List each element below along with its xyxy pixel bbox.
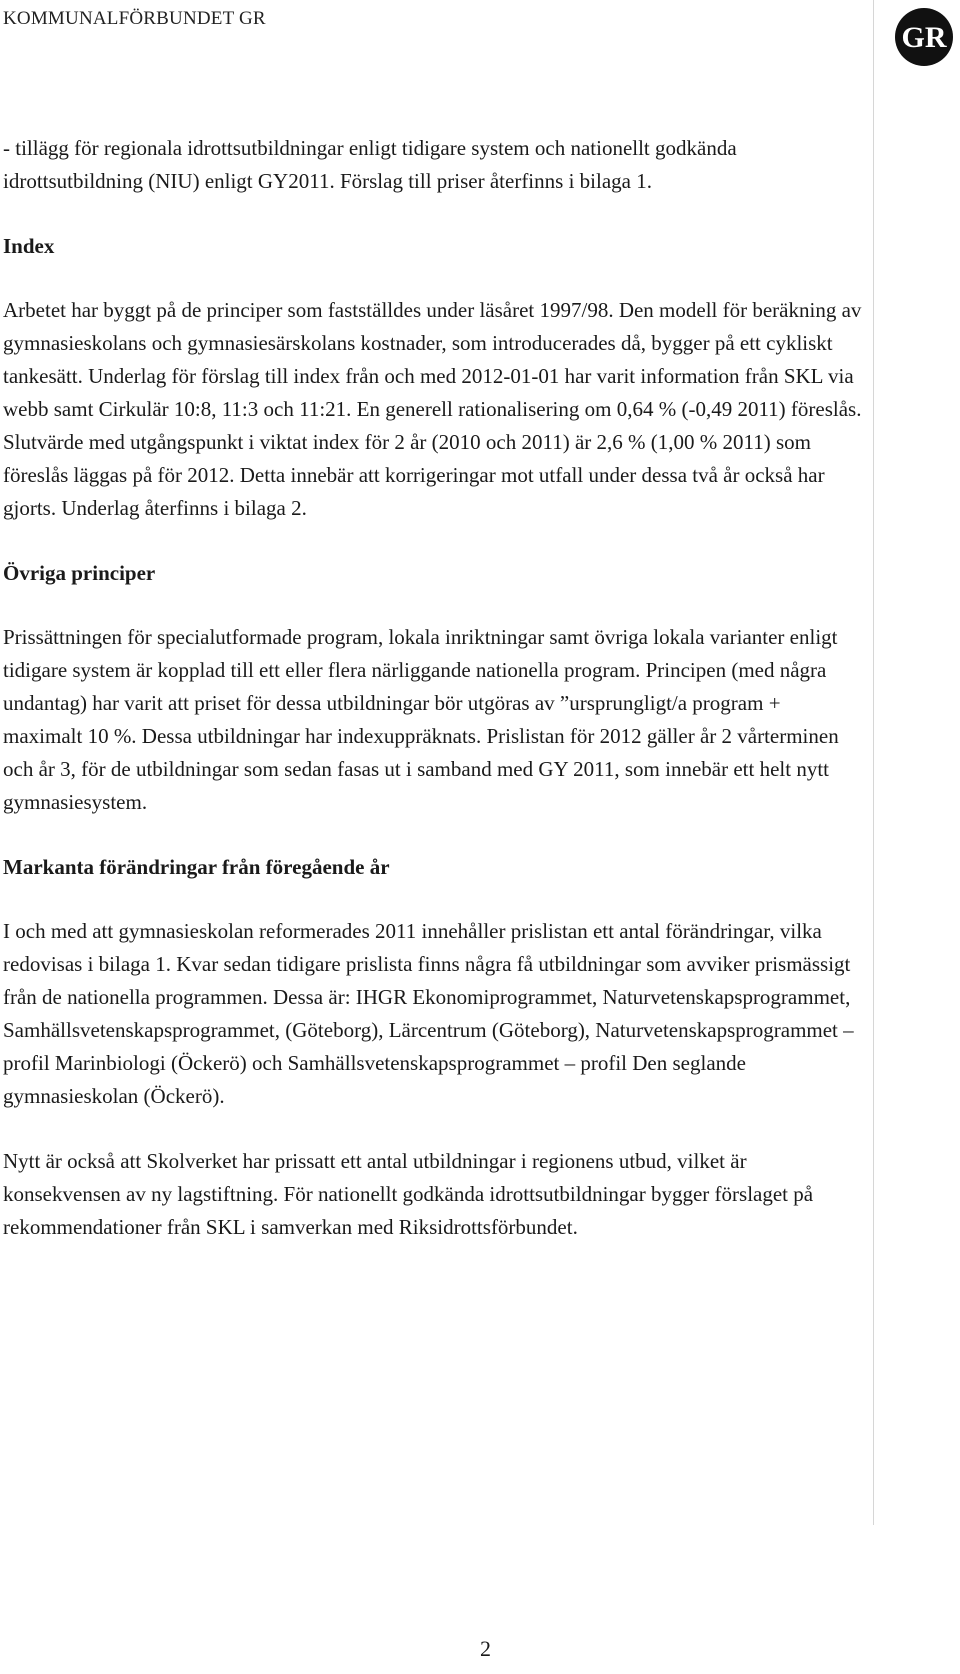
document-body: [3, 132, 863, 1244]
paragraph-index: Arbetet har byggt på de principer som fastställdes under läsåret 1997/98. Den modell för beräkning av gymnasieskolans och gymnasiesärskolans kostnader, som introducerades då, bygger på ett cykliskt tankesätt. Underlag för förslag till index från och med 2012-01-01 har varit information från SKL via webb samt Cirkulär 10:8, 11:3 och 11:21. En generell rationalisering om 0,64 % (-0,49 2011) föreslås. Slutvärde med utgångspunkt i viktat index för 2 år (2010 och 2011) är 2,6 % (1,00 % 2011) som föreslås läggas på för 2012. Detta innebär att korrigeringar mot utfall under dessa två år också har gjorts. Underlag återfinns i bilaga 2.: [3, 298, 862, 520]
paragraph-ovriga-principer: Prissättningen för specialutformade program, lokala inriktningar samt övriga lokala varianter enligt tidigare system är kopplad till ett eller flera närliggande nationella program. Principen (med några undantag) har varit att priset för dessa utbildningar bör utgöras av ”ursprungligt/a program + maximalt 10 %. Dessa utbildningar har indexuppräknats. Prislistan för 2012 gäller år 2 vårterminen och år 3, för de utbildningar som sedan fasas ut i samband med GY 2011, som innebär ett helt nytt gymnasiesystem.: [3, 625, 839, 814]
margin-rule: [873, 0, 874, 1525]
org-name: KOMMUNALFÖRBUNDET GR: [3, 8, 266, 29]
paragraph-markanta-2: Nytt är också att Skolverket har prissatt ett antal utbildningar i regionens utbud, vilket är konsekvensen av ny lagstiftning. För nationellt godkända idrottsutbildningar bygger förslaget på rekommendationer från SKL i samverkan med Riksidrottsförbundet.: [3, 1149, 814, 1239]
intro-paragraph: - tillägg för regionala idrottsutbildningar enligt tidigare system och nationellt godkända idrottsutbildning (NIU) enligt GY2011. Förslag till priser återfinns i bilaga 1.: [3, 136, 737, 193]
paragraph-markanta-1: I och med att gymnasieskolan reformerades 2011 innehåller prislistan ett antal förändringar, vilka redovisas i bilaga 1. Kvar sedan tidigare prislista finns några få utbildningar som avviker prismässigt från de nationella programmen. Dessa är: IHGR Ekonomiprogrammet, Naturvetenskapsprogrammet, Samhällsvetenskapsprogrammet, (Göteborg), Lärcentrum (Göteborg), Naturvetenskapsprogrammet – profil Marinbiologi (Öckerö) och Samhällsvetenskapsprogrammet – profil Den seglande gymnasieskolan (Öckerö).: [3, 919, 854, 1108]
heading-index: Index: [3, 234, 55, 258]
heading-ovriga-principer: Övriga principer: [3, 561, 156, 585]
svg-text:GR: GR: [901, 21, 947, 54]
gr-logo: [893, 6, 955, 68]
page-number: 2: [480, 1636, 491, 1661]
heading-markanta-forandringar: Markanta förändringar från föregående år: [3, 855, 390, 879]
